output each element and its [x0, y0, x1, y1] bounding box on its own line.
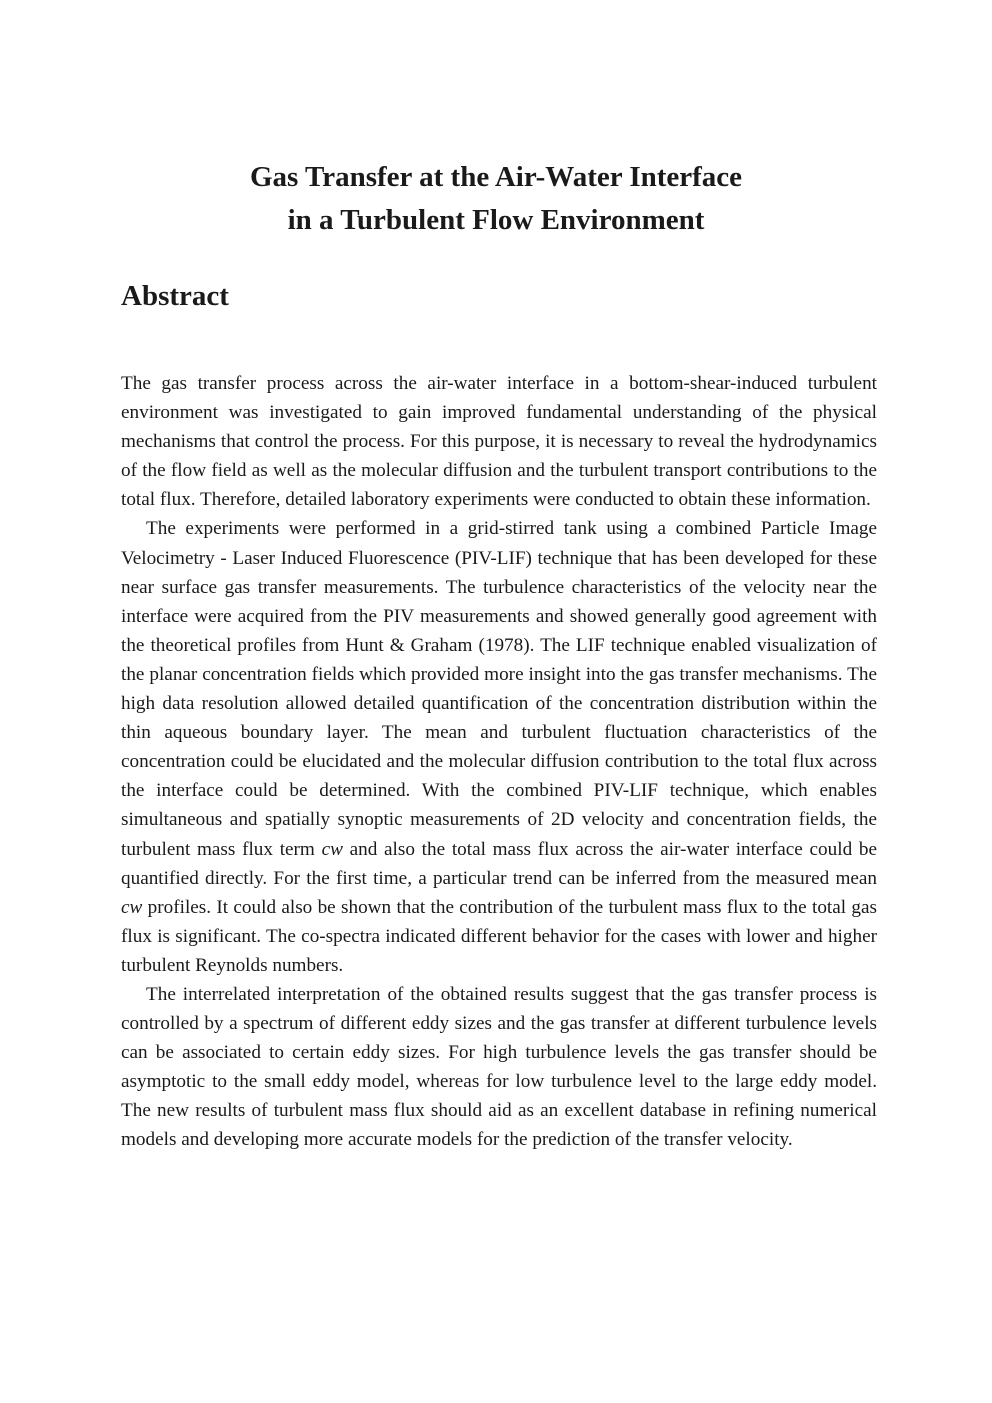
variable-cw: cw	[121, 896, 143, 918]
abstract-paragraph-1: The gas transfer process across the air-water interface in a bottom-shear-induced turbulent environment was investigated to gain improved fundamental understanding of the physical mechanisms that control the process. For this purpose, it is necessary to reveal the hydrodynamics of the flow field as well as the molecular diffusion and the turbulent transport contributions to the total flux. Therefore, detailed laboratory experiments were conducted to obtain these information.	[121, 373, 877, 511]
page-title	[0, 156, 992, 242]
abstract-paragraph-3: The interrelated interpretation of the obtained results suggest that the gas transfer process is controlled by a spectrum of different eddy sizes and the gas transfer at different turbulence levels can be associated to certain eddy sizes. For high turbulence levels the gas transfer should be asymptotic to the small eddy model, whereas for low turbulence level to the large eddy model. The new results of turbulent mass flux should aid as an excellent database in refining numerical models and developing more accurate models for the prediction of the transfer velocity.	[121, 983, 877, 1151]
paragraph-2-text-c: profiles. It could also be shown that the contribution of the turbulent mass flux to the total gas flux is significant. The co-spectra indicated different behavior for the cases with lower and higher turbulent Reynolds numbers.	[121, 896, 877, 976]
abstract-paragraph-2	[121, 514, 877, 980]
paragraph-2-text-b: and also the total mass flux across the air-water interface could be quantified directly. For the first time, a particular trend can be inferred from the measured mean	[121, 838, 877, 889]
abstract-heading: Abstract	[121, 280, 229, 312]
abstract-body	[121, 369, 877, 1155]
variable-cw: cw	[321, 838, 343, 860]
paragraph-2-text-a: The experiments were performed in a grid-stirred tank using a combined Particle Image Velocimetry - Laser Induced Fluorescence (PIV-LIF) technique that has been developed for these near surface gas transfer measurements. The turbulence characteristics of the velocity near the interface were acquired from the PIV measurements and showed generally good agreement with the theoretical profiles from Hunt & Graham (1978). The LIF technique enabled visualization of the planar concentration fields which provided more insight into the gas transfer mechanisms. The high data resolution allowed detailed quantification of the concentration distribution within the thin aqueous boundary layer. The mean and turbulent fluctuation characteristics of the concentration could be elucidated and the molecular diffusion contribution to the total flux across the interface could be determined. With the combined PIV-LIF technique, which enables simultaneous and spatially synoptic measurements of 2D velocity and concentration fields, the turbulent mass flux term	[121, 518, 877, 860]
title-line-1: Gas Transfer at the Air-Water Interface	[249, 161, 743, 193]
title-line-2: in a Turbulent Flow Environment	[287, 204, 705, 236]
